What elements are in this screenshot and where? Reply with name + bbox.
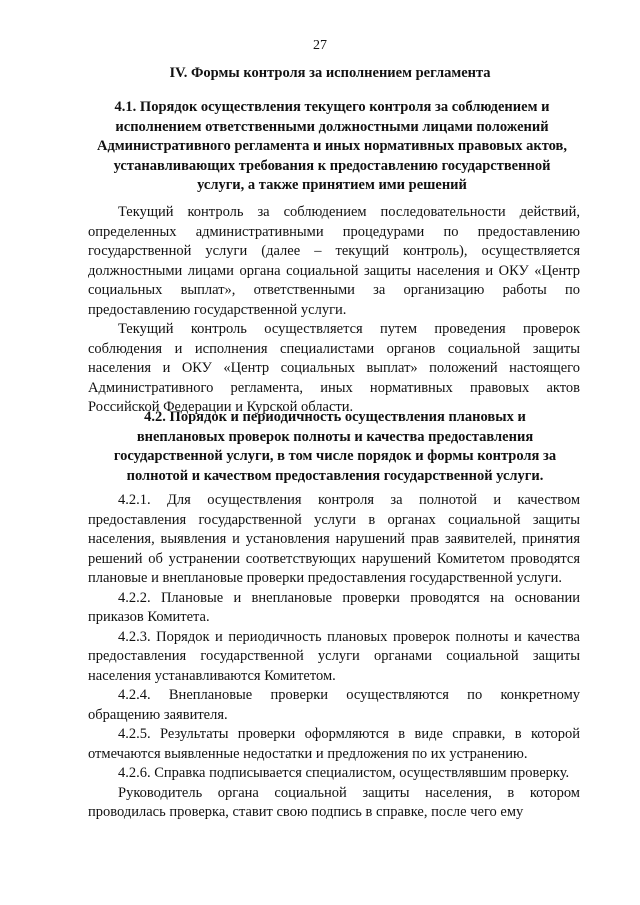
paragraph: 4.2.3. Порядок и периодичность плановых проверок полноты и качества предоставления государственной услуги органами социальной защиты населения устанавливаются Комитетом. [88, 628, 580, 684]
paragraph: 4.2.5. Результаты проверки оформляются в виде справки, в которой отмечаются выявленные недостатки и предложения по их устранению. [88, 726, 580, 762]
section-heading: IV. Формы контроля за исполнением регламента [169, 65, 491, 81]
subsection-4-1-body [88, 203, 580, 418]
subsection-4-1-heading: 4.1. Порядок осуществления текущего контроля за соблюдением и исполнением ответственными должностными лицами положений Административного регламента и иных нормативных правовых актов, устанавливающих требования к предоставлению государственной услуги, а также принятием ими решений [96, 99, 568, 193]
page-number: 27 [313, 38, 327, 53]
subsection-4-2-heading: 4.2. Порядок и периодичность осуществления плановых и внеплановых проверок полноты и качества предоставления государственной услуги, в том числе порядок и формы контроля за полнотой и качеством предоставления государственной услуги. [113, 409, 557, 484]
paragraph: Текущий контроль за соблюдением последовательности действий, определенных административными процедурами по предоставлению государственной услуги (далее – текущий контроль), осуществляется должностными лицами органа социальной защиты населения и ОКУ «Центр социальных выплат», ответственными за организацию работы по предоставлению государственной услуги. [88, 204, 580, 318]
paragraph: 4.2.6. Справка подписывается специалистом, осуществлявшим проверку. [118, 765, 570, 781]
paragraph: Текущий контроль осуществляется путем проведения проверок соблюдения и исполнения специалистами органов социальной защиты населения и ОКУ «Центр социальных выплат» положений настоящего Административного регламента, иных нормативных правовых актов Российской Федерации и Курской области. [88, 321, 580, 415]
paragraph: Руководитель органа социальной защиты населения, в котором проводилась проверка, ставит свою подпись в справке, после чего ему [88, 784, 580, 820]
paragraph: 4.2.4. Внеплановые проверки осуществляются по конкретному обращению заявителя. [88, 687, 580, 723]
subsection-4-2-body [88, 491, 580, 823]
paragraph: 4.2.2. Плановые и внеплановые проверки проводятся на основании приказов Комитета. [88, 589, 580, 625]
paragraph: 4.2.1. Для осуществления контроля за полнотой и качеством предоставления государственной услуги в органах социальной защиты населения, выявления и установления нарушений прав заявителей, принятия решений об устранении соответствующих нарушений Комитетом проводятся плановые и внеплановые проверки предоставления государственной услуги. [88, 492, 580, 586]
